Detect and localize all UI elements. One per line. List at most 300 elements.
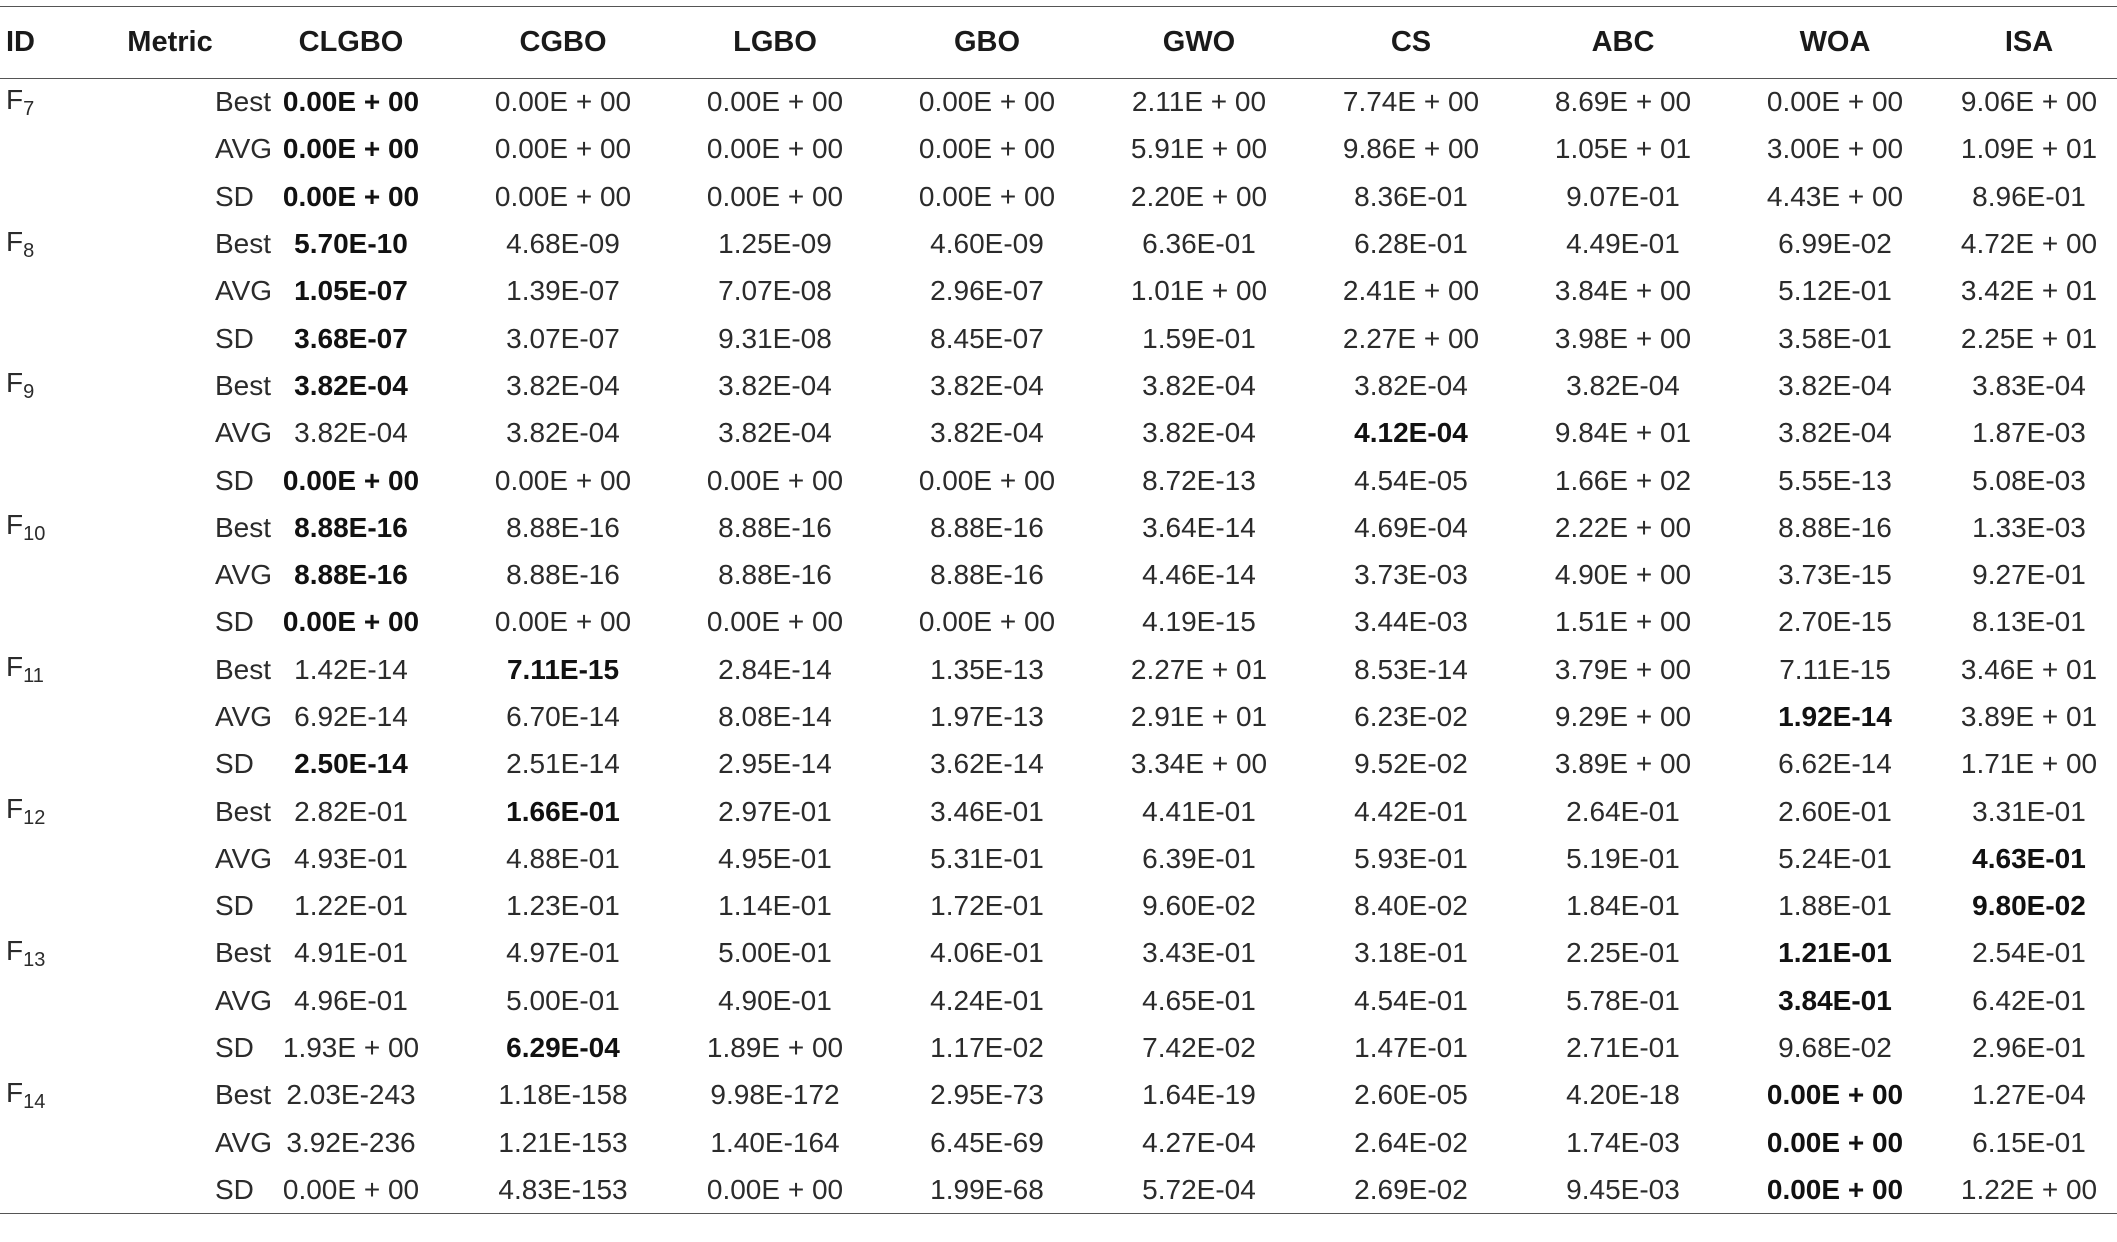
value-cell: 3.82E-04 (930, 417, 1044, 449)
value-cell: 0.00E + 00 (494, 464, 632, 496)
function-id-cell (0, 268, 95, 315)
function-id-number: 11 (23, 665, 44, 688)
table-row (0, 315, 2117, 362)
value-cell: 6.36E-01 (1142, 228, 1256, 260)
value-cell: 3.82E-04 (1778, 417, 1892, 449)
table-row (0, 551, 2117, 598)
function-id-cell (0, 504, 95, 551)
value-cell: 9.98E-172 (710, 1079, 840, 1111)
function-id-letter: F (6, 225, 24, 257)
value-cell-best: 9.80E-02 (1972, 890, 2086, 922)
value-cell: 1.93E + 00 (282, 1032, 420, 1064)
header-lgbo: LGBO (669, 7, 881, 79)
value-cell: 1.01E + 00 (1130, 275, 1268, 307)
table-row (0, 693, 2117, 740)
function-id-letter: F (6, 651, 24, 683)
value-cell: 6.15E-01 (1972, 1126, 2086, 1158)
value-cell-best: 0.00E + 00 (282, 464, 420, 496)
value-cell: 3.82E-04 (1354, 369, 1468, 401)
table-row (0, 126, 2117, 173)
metric-cell: SD (95, 1166, 245, 1213)
value-cell: 0.00E + 00 (1766, 86, 1904, 118)
header-gwo: GWO (1093, 7, 1305, 79)
value-cell: 1.25E-09 (718, 228, 832, 260)
metric-cell: Best (215, 1079, 272, 1111)
value-cell: 3.73E-15 (1778, 559, 1892, 591)
value-cell: 4.97E-01 (506, 937, 620, 969)
function-id-letter: F (6, 83, 24, 115)
value-cell: 8.96E-01 (1972, 180, 2086, 212)
value-cell-best: 1.66E-01 (506, 795, 620, 827)
value-cell: 8.40E-02 (1354, 890, 1468, 922)
metric-cell: AVG (215, 559, 273, 591)
header-clgbo: CLGBO (245, 7, 457, 79)
value-cell: 6.42E-01 (1972, 984, 2086, 1016)
value-cell: 8.88E-16 (930, 511, 1044, 543)
value-cell: 1.35E-13 (930, 653, 1044, 685)
value-cell: 2.96E-07 (930, 275, 1044, 307)
value-cell: 0.00E + 00 (918, 464, 1056, 496)
function-id-cell (0, 79, 95, 126)
value-cell: 0.00E + 00 (918, 86, 1056, 118)
value-cell: 3.82E-04 (506, 369, 620, 401)
function-id-cell (0, 977, 95, 1024)
metric-cell: AVG (215, 1126, 273, 1158)
function-id-cell (0, 1072, 95, 1119)
metric-cell: Best (215, 937, 272, 969)
value-cell: 3.42E + 01 (1960, 275, 2098, 307)
header-metric: Metric (95, 7, 245, 79)
value-cell: 1.18E-158 (498, 1079, 628, 1111)
value-cell: 9.86E + 00 (1342, 133, 1480, 165)
value-cell: 3.82E-04 (718, 369, 832, 401)
value-cell: 2.91E + 01 (1130, 701, 1268, 732)
value-cell: 9.45E-03 (1517, 1166, 1729, 1213)
value-cell: 6.99E-02 (1778, 228, 1892, 260)
function-id-cell (0, 646, 95, 693)
function-id-cell (0, 551, 95, 598)
value-cell-best: 1.92E-14 (1778, 701, 1892, 732)
function-id-cell (0, 1119, 95, 1166)
value-cell: 2.27E + 01 (1130, 653, 1268, 685)
value-cell: 3.82E-04 (1142, 417, 1256, 449)
table-body (0, 79, 2117, 1214)
value-cell: 1.14E-01 (718, 890, 832, 922)
value-cell: 1.40E-164 (710, 1126, 840, 1158)
value-cell: 6.62E-14 (1778, 748, 1892, 780)
value-cell: 1.97E-13 (930, 701, 1044, 732)
value-cell: 2.71E-01 (1566, 1032, 1680, 1064)
value-cell: 1.05E + 01 (1554, 133, 1692, 165)
value-cell: 0.00E + 00 (918, 133, 1056, 165)
value-cell: 8.88E-16 (506, 559, 620, 591)
value-cell-best: 7.11E-15 (506, 653, 620, 685)
value-cell: 2.54E-01 (1972, 937, 2086, 969)
value-cell: 4.06E-01 (930, 937, 1044, 969)
value-cell: 2.97E-01 (718, 795, 832, 827)
value-cell: 3.82E-04 (930, 369, 1044, 401)
function-id-cell (0, 1166, 95, 1213)
value-cell-best: 3.68E-07 (294, 322, 408, 354)
metric-cell: AVG (215, 417, 273, 449)
function-id-cell (0, 362, 95, 409)
value-cell: 2.84E-14 (718, 653, 832, 685)
function-id-cell (0, 457, 95, 504)
metric-cell: Best (215, 511, 272, 543)
value-cell: 4.90E + 00 (1554, 559, 1692, 591)
value-cell: 1.47E-01 (1354, 1032, 1468, 1064)
value-cell: 8.69E + 00 (1554, 86, 1692, 118)
metric-cell: SD (215, 748, 254, 780)
value-cell: 3.89E + 00 (1554, 748, 1692, 780)
results-table (0, 6, 2117, 1214)
value-cell: 9.60E-02 (1142, 890, 1256, 922)
value-cell: 5.12E-01 (1778, 275, 1892, 307)
value-cell-best: 1.05E-07 (294, 275, 408, 307)
metric-cell: AVG (215, 275, 273, 307)
value-cell: 1.42E-14 (294, 653, 408, 685)
function-id-number: 14 (23, 1090, 46, 1113)
value-cell: 4.68E-09 (506, 228, 620, 260)
value-cell: 8.72E-13 (1142, 464, 1256, 496)
metric-cell: Best (215, 369, 272, 401)
value-cell: 7.11E-15 (1779, 653, 1891, 685)
header-cs: CS (1305, 7, 1517, 79)
value-cell: 3.82E-04 (718, 417, 832, 449)
value-cell: 3.83E-04 (1972, 369, 2086, 401)
value-cell: 3.82E-04 (506, 417, 620, 449)
value-cell: 8.13E-01 (1972, 606, 2086, 638)
value-cell: 3.18E-01 (1354, 937, 1468, 969)
table-row (0, 220, 2117, 267)
value-cell: 2.60E-05 (1354, 1079, 1468, 1111)
function-id-letter: F (6, 1076, 24, 1108)
value-cell-best: 0.00E + 00 (282, 133, 420, 165)
value-cell: 4.93E-01 (294, 842, 408, 874)
value-cell: 5.00E-01 (506, 984, 620, 1016)
value-cell: 9.84E + 01 (1554, 417, 1692, 449)
function-id-cell (0, 1024, 95, 1071)
function-id-cell (0, 835, 95, 882)
value-cell: 1.71E + 00 (1960, 748, 2098, 780)
value-cell: 2.11E + 00 (1131, 86, 1267, 118)
value-cell: 2.51E-14 (506, 748, 620, 780)
value-cell: 1.22E-01 (294, 890, 408, 922)
value-cell: 0.00E + 00 (494, 606, 632, 638)
metric-cell: SD (215, 606, 254, 638)
table-row (0, 788, 2117, 835)
function-id-cell (0, 693, 95, 740)
value-cell: 2.27E + 00 (1342, 322, 1480, 354)
table-row (0, 410, 2117, 457)
table-row (0, 977, 2117, 1024)
value-cell: 2.25E-01 (1566, 937, 1680, 969)
header-abc: ABC (1517, 7, 1729, 79)
value-cell: 3.82E-04 (1566, 369, 1680, 401)
value-cell: 6.23E-02 (1354, 701, 1468, 732)
function-id-letter: F (6, 793, 24, 825)
value-cell: 3.62E-14 (930, 748, 1044, 780)
value-cell: 5.19E-01 (1566, 842, 1680, 874)
value-cell: 8.88E-16 (718, 559, 832, 591)
value-cell-best: 0.00E + 00 (1766, 1126, 1904, 1158)
function-id-cell (0, 173, 95, 220)
table-row (0, 835, 2117, 882)
value-cell: 1.99E-68 (881, 1166, 1093, 1213)
value-cell-best: 2.50E-14 (294, 748, 408, 780)
value-cell: 1.23E-01 (506, 890, 620, 922)
value-cell: 1.66E + 02 (1554, 464, 1692, 496)
value-cell: 0.00E + 00 (918, 180, 1056, 212)
header-woa: WOA (1729, 7, 1941, 79)
table-row (0, 504, 2117, 551)
function-id-cell (0, 741, 95, 788)
value-cell: 0.00E + 00 (669, 1166, 881, 1213)
metric-cell: Best (215, 86, 272, 118)
value-cell: 2.95E-73 (930, 1079, 1044, 1111)
value-cell: 4.72E + 00 (1960, 228, 2098, 260)
value-cell-best: 0.00E + 00 (1766, 1079, 1904, 1111)
value-cell: 4.90E-01 (718, 984, 832, 1016)
function-id-number: 7 (23, 97, 35, 120)
value-cell: 4.43E + 00 (1766, 180, 1904, 212)
value-cell: 1.72E-01 (930, 890, 1044, 922)
metric-cell: AVG (215, 842, 273, 874)
metric-cell: AVG (215, 701, 273, 732)
table-row (0, 741, 2117, 788)
value-cell: 3.43E-01 (1142, 937, 1256, 969)
value-cell: 2.22E + 00 (1554, 511, 1692, 543)
value-cell: 5.78E-01 (1566, 984, 1680, 1016)
function-id-number: 9 (23, 381, 35, 404)
value-cell-best: 4.63E-01 (1972, 842, 2086, 874)
table-row (0, 930, 2117, 977)
table-row (0, 1166, 2117, 1213)
metric-cell: AVG (215, 984, 273, 1016)
value-cell: 3.31E-01 (1972, 795, 2086, 827)
value-cell: 7.42E-02 (1142, 1032, 1256, 1064)
value-cell: 9.29E + 00 (1554, 701, 1692, 732)
value-cell: 3.84E + 00 (1554, 275, 1692, 307)
value-cell: 3.00E + 00 (1766, 133, 1904, 165)
value-cell: 2.25E + 01 (1960, 322, 2098, 354)
table-row (0, 1024, 2117, 1071)
metric-cell: SD (215, 1032, 254, 1064)
value-cell: 1.84E-01 (1566, 890, 1680, 922)
value-cell: 2.64E-02 (1354, 1126, 1468, 1158)
value-cell: 3.79E + 00 (1554, 653, 1692, 685)
value-cell: 3.46E-01 (930, 795, 1044, 827)
value-cell: 5.08E-03 (1972, 464, 2086, 496)
value-cell: 8.08E-14 (718, 701, 832, 732)
table-row (0, 173, 2117, 220)
metric-cell: SD (215, 464, 254, 496)
value-cell: 2.41E + 00 (1342, 275, 1480, 307)
value-cell: 6.70E-14 (506, 701, 620, 732)
table-row (0, 599, 2117, 646)
header-isa: ISA (1941, 7, 2117, 79)
value-cell: 4.69E-04 (1354, 511, 1468, 543)
value-cell: 1.89E + 00 (706, 1032, 844, 1064)
table-row (0, 79, 2117, 126)
value-cell-best: 3.84E-01 (1778, 984, 1892, 1016)
value-cell: 2.95E-14 (718, 748, 832, 780)
value-cell: 0.00E + 00 (494, 86, 632, 118)
value-cell: 4.54E-01 (1354, 984, 1468, 1016)
table-row (0, 1119, 2117, 1166)
value-cell: 2.70E-15 (1778, 606, 1892, 638)
header-cgbo: CGBO (457, 7, 669, 79)
value-cell: 4.83E-153 (457, 1166, 669, 1213)
value-cell-best: 6.29E-04 (506, 1032, 620, 1064)
value-cell: 0.00E + 00 (706, 180, 844, 212)
value-cell: 0.00E + 00 (706, 86, 844, 118)
value-cell: 1.74E-03 (1566, 1126, 1680, 1158)
value-cell: 8.88E-16 (1778, 511, 1892, 543)
value-cell: 9.31E-08 (718, 322, 832, 354)
value-cell: 3.82E-04 (1778, 369, 1892, 401)
value-cell: 7.07E-08 (718, 275, 832, 307)
value-cell: 1.87E-03 (1972, 417, 2086, 449)
function-id-number: 12 (23, 807, 46, 830)
value-cell: 0.00E + 00 (918, 606, 1056, 638)
value-cell: 5.91E + 00 (1130, 133, 1268, 165)
value-cell: 4.46E-14 (1142, 559, 1256, 591)
value-cell-best: 8.88E-16 (294, 559, 408, 591)
value-cell: 4.19E-15 (1142, 606, 1256, 638)
metric-cell: SD (215, 890, 254, 922)
function-id-number: 13 (23, 948, 46, 971)
header-gbo: GBO (881, 7, 1093, 79)
header-id: ID (0, 7, 95, 79)
metric-cell: Best (215, 795, 272, 827)
value-cell: 2.60E-01 (1778, 795, 1892, 827)
value-cell: 1.09E + 01 (1960, 133, 2098, 165)
value-cell: 9.68E-02 (1778, 1032, 1892, 1064)
value-cell: 3.07E-07 (506, 322, 620, 354)
value-cell: 8.36E-01 (1354, 180, 1468, 212)
table-row (0, 646, 2117, 693)
value-cell: 1.27E-04 (1972, 1079, 2086, 1111)
value-cell: 1.33E-03 (1972, 511, 2086, 543)
value-cell: 4.96E-01 (294, 984, 408, 1016)
value-cell: 5.00E-01 (718, 937, 832, 969)
value-cell: 4.20E-18 (1566, 1079, 1680, 1111)
function-id-cell (0, 315, 95, 362)
value-cell-best: 0.00E + 00 (282, 180, 420, 212)
value-cell: 4.41E-01 (1142, 795, 1256, 827)
function-id-cell (0, 126, 95, 173)
value-cell: 3.89E + 01 (1960, 701, 2098, 732)
value-cell: 9.06E + 00 (1960, 86, 2098, 118)
value-cell-best: 5.70E-10 (294, 228, 408, 260)
function-id-number: 10 (23, 523, 46, 546)
value-cell-best: 0.00E + 00 (282, 606, 420, 638)
function-id-cell (0, 220, 95, 267)
value-cell-best: 8.88E-16 (294, 511, 408, 543)
value-cell: 2.20E + 00 (1130, 180, 1268, 212)
value-cell: 0.00E + 00 (706, 464, 844, 496)
value-cell: 1.39E-07 (506, 275, 620, 307)
function-id-cell (0, 788, 95, 835)
value-cell-best: 1.21E-01 (1778, 937, 1892, 969)
function-id-letter: F (6, 934, 24, 966)
value-cell-best: 4.12E-04 (1354, 417, 1468, 449)
value-cell: 0.00E + 00 (494, 180, 632, 212)
function-id-cell (0, 883, 95, 930)
value-cell: 1.22E + 00 (1941, 1166, 2117, 1213)
value-cell: 1.17E-02 (930, 1032, 1044, 1064)
value-cell: 7.74E + 00 (1342, 86, 1480, 118)
metric-cell: AVG (215, 133, 273, 165)
value-cell: 4.60E-09 (930, 228, 1044, 260)
value-cell: 6.39E-01 (1142, 842, 1256, 874)
function-id-cell (0, 599, 95, 646)
value-cell: 2.69E-02 (1305, 1166, 1517, 1213)
value-cell: 1.64E-19 (1142, 1079, 1256, 1111)
value-cell: 5.55E-13 (1778, 464, 1892, 496)
metric-cell: Best (215, 653, 272, 685)
value-cell-best: 0.00E + 00 (1729, 1166, 1941, 1213)
value-cell: 9.27E-01 (1972, 559, 2086, 591)
value-cell: 9.52E-02 (1354, 748, 1468, 780)
table-row (0, 268, 2117, 315)
value-cell: 4.42E-01 (1354, 795, 1468, 827)
value-cell: 8.88E-16 (930, 559, 1044, 591)
metric-cell: Best (215, 228, 272, 260)
metric-cell: SD (215, 322, 254, 354)
value-cell-best: 0.00E + 00 (282, 86, 420, 118)
value-cell: 3.82E-04 (294, 417, 408, 449)
value-cell: 3.82E-04 (1142, 369, 1256, 401)
value-cell: 4.95E-01 (718, 842, 832, 874)
header-row (0, 7, 2117, 79)
value-cell: 8.88E-16 (506, 511, 620, 543)
value-cell: 1.51E + 00 (1554, 606, 1692, 638)
value-cell: 2.64E-01 (1566, 795, 1680, 827)
value-cell: 1.21E-153 (498, 1126, 628, 1158)
value-cell: 0.00E + 00 (706, 606, 844, 638)
value-cell: 5.93E-01 (1354, 842, 1468, 874)
value-cell: 4.24E-01 (930, 984, 1044, 1016)
value-cell: 3.73E-03 (1354, 559, 1468, 591)
value-cell: 6.45E-69 (930, 1126, 1044, 1158)
value-cell: 3.44E-03 (1354, 606, 1468, 638)
value-cell: 3.64E-14 (1142, 511, 1256, 543)
value-cell: 4.88E-01 (506, 842, 620, 874)
value-cell: 0.00E + 00 (706, 133, 844, 165)
value-cell: 4.27E-04 (1142, 1126, 1256, 1158)
value-cell: 2.03E-243 (286, 1079, 416, 1111)
value-cell: 5.72E-04 (1093, 1166, 1305, 1213)
value-cell: 3.46E + 01 (1960, 653, 2098, 685)
value-cell: 4.65E-01 (1142, 984, 1256, 1016)
value-cell: 8.53E-14 (1354, 653, 1468, 685)
value-cell: 3.58E-01 (1778, 322, 1892, 354)
value-cell: 3.34E + 00 (1130, 748, 1268, 780)
table-row (0, 1072, 2117, 1119)
function-id-letter: F (6, 509, 24, 541)
value-cell: 4.54E-05 (1354, 464, 1468, 496)
value-cell: 8.45E-07 (930, 322, 1044, 354)
value-cell: 1.59E-01 (1142, 322, 1256, 354)
metric-cell: SD (215, 180, 254, 212)
table-row (0, 457, 2117, 504)
value-cell: 6.92E-14 (294, 701, 408, 732)
value-cell: 8.88E-16 (718, 511, 832, 543)
value-cell: 1.88E-01 (1778, 890, 1892, 922)
value-cell: 0.00E + 00 (245, 1166, 457, 1213)
